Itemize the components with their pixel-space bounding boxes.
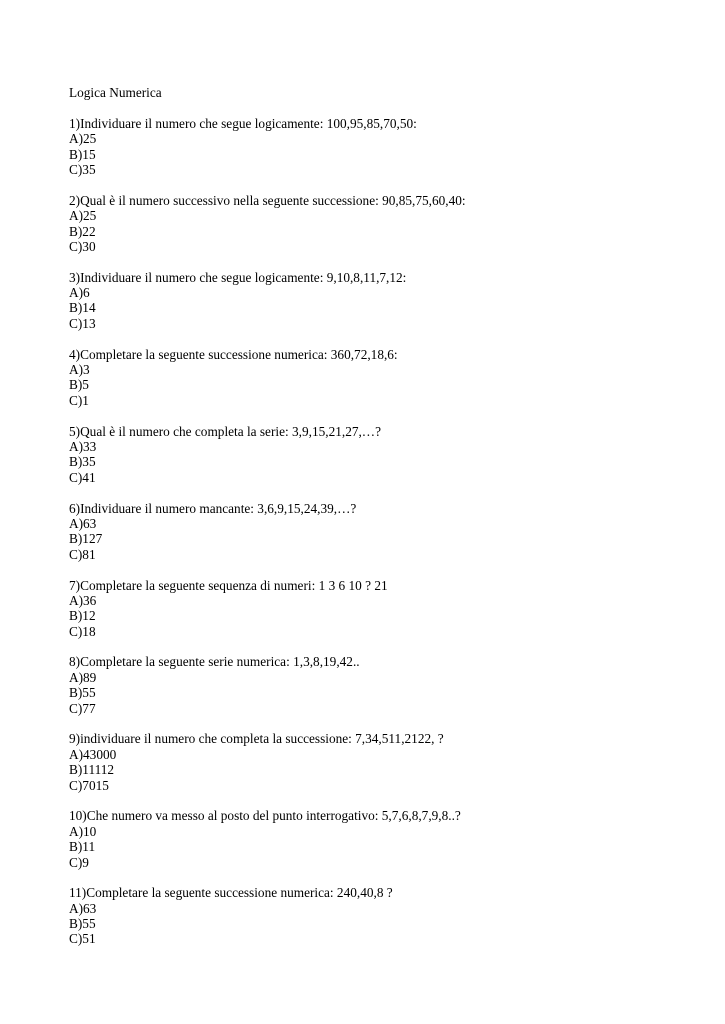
option-a: A)25 — [69, 208, 97, 224]
option-c: C)51 — [69, 931, 96, 947]
option-a: A)3 — [69, 362, 90, 378]
option-b: B)14 — [69, 300, 96, 316]
question-7 — [69, 578, 709, 640]
question-text: 1)Individuare il numero che segue logicamente: 100,95,85,70,50: — [69, 115, 417, 131]
question-text: 2)Qual è il numero successivo nella seguente successione: 90,85,75,60,40: — [69, 192, 466, 208]
option-c: C)18 — [69, 623, 96, 639]
question-text: 10)Che numero va messo al posto del punto interrogativo: 5,7,6,8,7,9,8..? — [69, 808, 461, 824]
option-c: C)1 — [69, 392, 89, 408]
document-title: Logica Numerica — [69, 85, 162, 100]
option-b: B)127 — [69, 531, 103, 547]
option-b: B)11112 — [69, 762, 115, 778]
option-c: C)81 — [69, 546, 96, 562]
option-b: B)55 — [69, 916, 96, 932]
question-text: 7)Completare la seguente sequenza di numeri: 1 3 6 10 ? 21 — [69, 577, 388, 593]
option-a: A)6 — [69, 285, 90, 301]
option-a: A)25 — [69, 131, 97, 147]
question-text: 9)individuare il numero che completa la successione: 7,34,511,2122, ? — [69, 731, 444, 747]
question-5 — [69, 424, 709, 486]
option-c: C)13 — [69, 315, 96, 331]
option-a: A)63 — [69, 515, 97, 531]
option-a: A)10 — [69, 823, 97, 839]
option-c: C)9 — [69, 854, 89, 870]
option-b: B)35 — [69, 454, 96, 470]
option-c: C)77 — [69, 700, 96, 716]
question-11 — [69, 885, 709, 947]
question-3 — [69, 270, 709, 332]
question-text: 11)Completare la seguente successione numerica: 240,40,8 ? — [69, 885, 393, 901]
option-c: C)30 — [69, 238, 96, 254]
option-b: B)12 — [69, 608, 96, 624]
question-6 — [69, 501, 709, 563]
question-text: 3)Individuare il numero che segue logicamente: 9,10,8,11,7,12: — [69, 269, 407, 285]
question-4 — [69, 347, 709, 409]
option-b: B)11 — [69, 839, 96, 855]
option-a: A)63 — [69, 900, 97, 916]
question-10 — [69, 808, 709, 870]
question-text: 5)Qual è il numero che completa la serie: 3,9,15,21,27,…? — [69, 423, 382, 439]
option-b: B)22 — [69, 223, 96, 239]
option-a: A)36 — [69, 592, 97, 608]
question-text: 8)Completare la seguente serie numerica: 1,3,8,19,42.. — [69, 654, 360, 670]
option-a: A)89 — [69, 669, 97, 685]
question-2 — [69, 193, 709, 255]
option-c: C)41 — [69, 469, 96, 485]
option-c: C)7015 — [69, 777, 109, 793]
question-text: 6)Individuare il numero mancante: 3,6,9,15,24,39,…? — [69, 500, 357, 516]
option-a: A)43000 — [69, 746, 117, 762]
document-page — [69, 85, 709, 962]
question-9 — [69, 731, 709, 793]
option-c: C)35 — [69, 161, 96, 177]
option-b: B)55 — [69, 685, 96, 701]
question-8 — [69, 654, 709, 716]
question-text: 4)Completare la seguente successione numerica: 360,72,18,6: — [69, 346, 398, 362]
option-b: B)15 — [69, 146, 96, 162]
option-a: A)33 — [69, 438, 97, 454]
option-b: B)5 — [69, 377, 89, 393]
question-1 — [69, 116, 709, 178]
